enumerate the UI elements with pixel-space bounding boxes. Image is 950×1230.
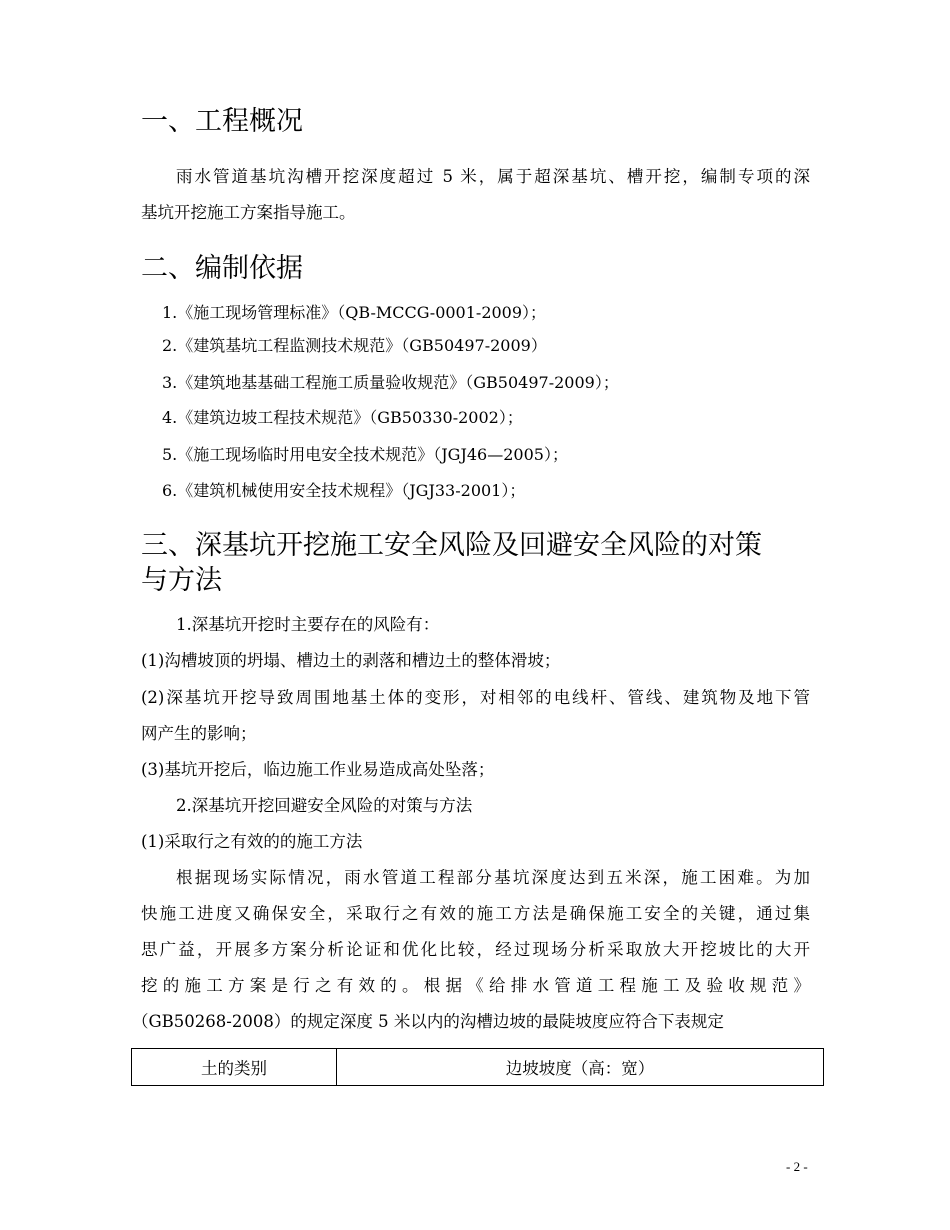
table-header-slope-ratio: 边坡坡度（高：宽） — [337, 1049, 824, 1086]
section-1-para-line-2: 基坑开挖施工方案指导施工。 — [141, 203, 356, 222]
risk-item-1: (1)沟槽坡顶的坍塌、槽边土的剥落和槽边土的整体滑坡； — [141, 651, 561, 670]
method-para-line-5: （GB50268-2008）的规定深度 5 米以内的沟槽边坡的最陡坡度应符合下表规定 — [132, 1012, 724, 1031]
risk-intro: 1.深基坑开挖时主要存在的风险有： — [176, 615, 440, 634]
page-number: - 2 - — [786, 1159, 808, 1174]
table-header-row — [132, 1049, 824, 1086]
basis-item-1: 1.《施工现场管理标准》（QB-MCCG-0001-2009）； — [162, 303, 547, 322]
basis-item-3: 3.《建筑地基基础工程施工质量验收规范》（GB50497-2009）； — [162, 373, 619, 392]
method-para-line-3: 思广益，开展多方案分析论证和优化比较，经过现场分析采取放大开挖坡比的大开 — [141, 940, 810, 959]
countermeasure-heading: 2.深基坑开挖回避安全风险的对策与方法 — [176, 796, 473, 815]
basis-item-2: 2.《建筑基坑工程监测技术规范》（GB50497-2009） — [162, 336, 547, 355]
method-para-line-2: 快施工进度又确保安全，采取行之有效的施工方法是确保施工安全的关键，通过集 — [141, 904, 810, 923]
method-para-line-4: 挖的施工方案是行之有效的。根据《给排水管道工程施工及验收规范》 — [141, 976, 810, 995]
slope-table — [131, 1048, 824, 1086]
section-1-para-line-1: 雨水管道基坑沟槽开挖深度超过 5 米，属于超深基坑、槽开挖，编制专项的深 — [176, 167, 810, 186]
section-1-heading: 一、工程概况 — [141, 106, 303, 137]
section-2-heading: 二、编制依据 — [141, 253, 303, 284]
basis-item-6: 6.《建筑机械使用安全技术规程》（JGJ33-2001）； — [162, 481, 526, 500]
method-para-line-1: 根据现场实际情况，雨水管道工程部分基坑深度达到五米深，施工困难。为加 — [176, 868, 810, 887]
basis-item-4: 4.《建筑边坡工程技术规范》（GB50330-2002）； — [162, 408, 523, 427]
method-heading: (1)采取行之有效的的施工方法 — [141, 832, 363, 851]
section-3-heading-line-2: 与方法 — [141, 565, 222, 596]
risk-item-3: (3)基坑开挖后，临边施工作业易造成高处坠落； — [141, 760, 495, 779]
risk-item-2-line-1: (2)深基坑开挖导致周围地基土体的变形，对相邻的电线杆、管线、建筑物及地下管 — [141, 688, 810, 707]
basis-item-5: 5.《施工现场临时用电安全技术规范》（JGJ46—2005）； — [162, 445, 568, 464]
table-header-soil-type: 土的类别 — [132, 1049, 337, 1086]
section-3-heading-line-1: 三、深基坑开挖施工安全风险及回避安全风险的对策 — [141, 530, 762, 561]
risk-item-2-line-2: 网产生的影响； — [141, 724, 257, 743]
